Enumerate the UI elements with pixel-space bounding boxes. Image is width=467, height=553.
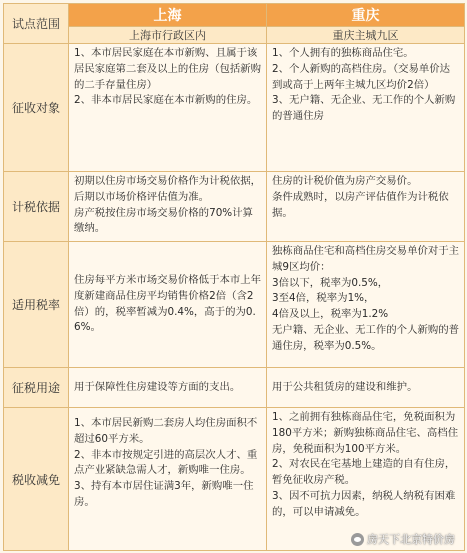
cell-text: 1、本市居民家庭在本市新购、且属于该居民家庭第二套及以上的住房（包括新购的二手存量住房） [74, 47, 262, 91]
chongqing-cell [267, 368, 465, 408]
table-row [4, 172, 465, 242]
row-label: 税收减免 [4, 408, 69, 551]
header-city-chongqing: 重庆 [267, 4, 465, 27]
shanghai-cell [69, 408, 267, 551]
watermark-text: 房天下北京特价房 [367, 533, 455, 546]
chongqing-cell [267, 242, 465, 368]
shanghai-cell [69, 44, 267, 172]
table-row [4, 242, 465, 368]
header-city-shanghai: 上海 [69, 4, 267, 27]
header-scope-label: 试点范围 [4, 4, 69, 44]
row-label: 征收对象 [4, 44, 69, 172]
cell-text: 2、非本市居民家庭在本市新购的住房。 [74, 94, 258, 107]
cell-text: 3、因不可抗力因素，纳税人纳税有困难的，可以申请减免。 [272, 489, 456, 518]
cell-text: 无户籍、无企业、无工作的个人新购的普通住房，税率为0.5%。 [272, 323, 460, 352]
cell-text: 用于保障性住房建设等方面的支出。 [74, 380, 241, 393]
cell-text: 初期以住房市场交易价格作为计税依据，后期以市场价格评估值为准。 [74, 175, 262, 203]
cell-text: 3至4倍，税率为1%， [272, 292, 375, 305]
cell-text: 住房每平方米市场交易价格低于本市上年度新建商品住房平均销售价格2倍（含2倍）的，税率暂减为0.4%，高于的为0.6%。 [74, 273, 262, 334]
cell-text: 住房的计税价值为房产交易价。 [272, 175, 418, 187]
cell-text: 条件成熟时，以房产评估值作为计税依据。 [272, 190, 449, 219]
shanghai-cell [69, 172, 267, 242]
shanghai-cell [69, 242, 267, 368]
cell-text: 3倍以下，税率为0.5%， [272, 276, 389, 289]
table-row [4, 44, 465, 172]
cell-text: 3、无户籍、无企业、无工作的个人新购的普通住房 [272, 94, 456, 123]
cell-text: 独栋商品住宅和高档住房交易单价对于主城9区均价： [272, 245, 460, 273]
cell-text: 用于公共租赁房的建设和维护。 [272, 380, 418, 393]
scope-shanghai: 上海市行政区内 [69, 27, 267, 44]
cell-text: 4倍及以上，税率为1.2% [272, 308, 389, 321]
cell-text: 房产税按住房市场交易价格的70%计算缴纳。 [74, 206, 253, 235]
header-row [4, 4, 465, 27]
row-label: 征税用途 [4, 368, 69, 408]
cell-text: 1、之前拥有独栋商品住宅，免税面积为180平方米；新购独栋商品住宅、高档住房，免税面积为100平方米。 [272, 411, 459, 455]
row-label: 计税依据 [4, 172, 69, 242]
scope-row [4, 27, 465, 44]
shanghai-cell [69, 368, 267, 408]
row-label: 适用税率 [4, 242, 69, 368]
cell-text: 1、本市居民新购二套房人均住房面积不超过60平方米。 [74, 417, 258, 445]
chongqing-cell [267, 172, 465, 242]
chongqing-cell [267, 408, 465, 551]
cell-text: 2、个人新购的高档住房。（交易单价达到或高于上两年主城九区均价2倍） [272, 62, 451, 91]
table-row [4, 368, 465, 408]
cell-text: 2、非本市按规定引进的高层次人才、重点产业紧缺急需人才，新购唯一住房。 [74, 448, 258, 477]
cell-text: 2、对农民在宅基地上建造的自有住房，暂免征收房产税。 [272, 458, 456, 487]
table-row [4, 408, 465, 551]
watermark [351, 531, 455, 547]
scope-chongqing: 重庆主城九区 [267, 27, 465, 44]
chongqing-cell [267, 44, 465, 172]
wechat-icon [351, 533, 364, 546]
cell-text: 1、个人拥有的独栋商品住宅。 [272, 47, 414, 59]
property-tax-comparison-table [3, 3, 465, 551]
cell-text: 3、持有本市居住证满3年，新购唯一住房。 [74, 480, 254, 508]
